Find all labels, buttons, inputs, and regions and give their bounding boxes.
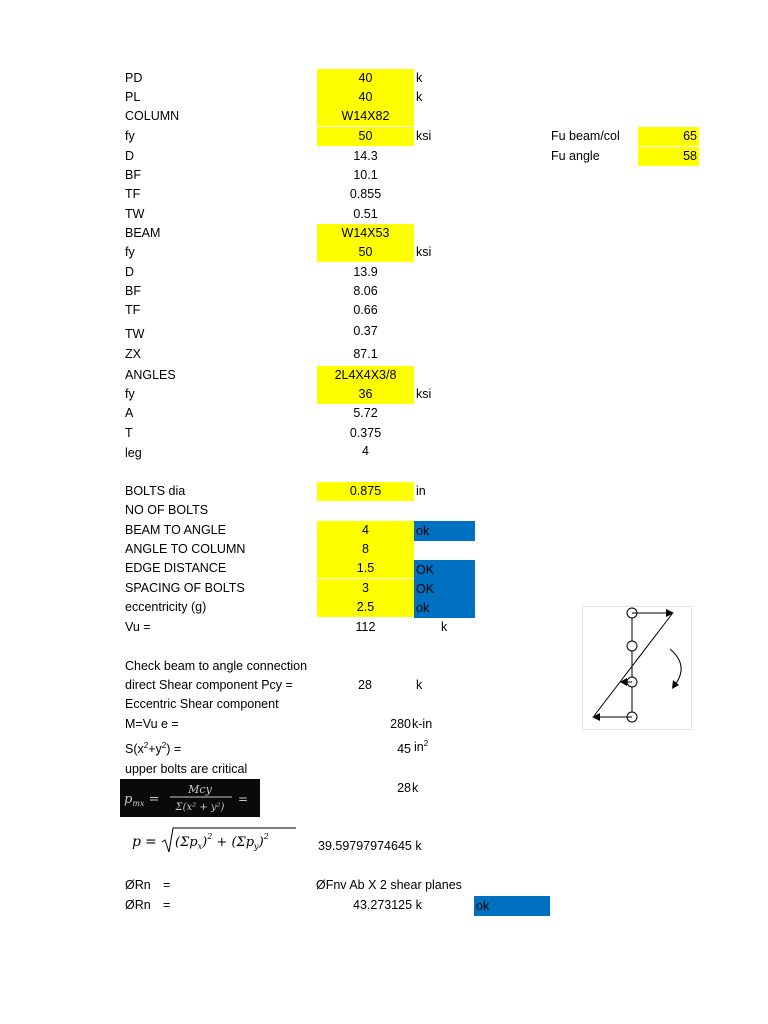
formula-p-lhs: p = [132,834,157,850]
label-bolt-dia: BOLTS dia [125,484,186,498]
unit-sum-squares [414,738,428,757]
label-col-tf: TF [125,187,141,201]
value-col-fy[interactable]: 50 [317,127,414,146]
label-column: COLUMN [125,109,180,123]
value-fu-angle[interactable]: 58 [638,147,699,166]
value-p-resultant [318,837,422,856]
label-angles: ANGLES [125,368,176,382]
label-pl: PL [125,90,141,104]
check-heading: Check beam to angle connection [125,659,308,673]
moment-arrow-head [672,680,679,689]
value-beam[interactable]: W14X53 [317,224,414,243]
value-beam-tw: 0.37 [353,324,378,338]
value-pmx: 28 [397,781,411,795]
value-direct-shear: 28 [358,678,372,692]
formula-p-px: $(\Sigma p_x)^2 + (\Sigma p_y)^2$ [175,832,269,851]
unit-col-fy: ksi [416,129,432,143]
label-fu-beam-col: Fu beam/col [551,129,620,143]
label-col-tw: TW [125,207,145,221]
formula-pmx-lhs: $p_{mx}$ = [124,792,160,808]
value-col-d: 14.3 [353,149,378,163]
label-edge-distance: EDGE DISTANCE [125,561,227,575]
value-moment: 280 [390,717,411,731]
unit-pl: k [416,90,423,104]
label-beam-to-angle: BEAM TO ANGLE [125,523,226,537]
text-phi-rn-1: ØFnv Ab X 2 shear planes [316,878,462,892]
label-spacing: SPACING OF BOLTS [125,581,245,595]
label-eccentricity: eccentricity (g) [125,600,207,614]
label-beam-zx: ZX [125,347,141,361]
label-phi-rn-2: ØRn [125,898,151,912]
formula-pmx-denominator: Σ(x² + y²) [175,802,225,813]
value-angle-to-column[interactable]: 8 [317,540,414,559]
label-pd: PD [125,71,143,85]
value-pl[interactable]: 40 [317,88,414,107]
value-beam-d: 13.9 [353,265,378,279]
value-ang-t: 0.375 [349,426,382,440]
unit-beam-fy: ksi [416,245,432,259]
value-phi-rn-2 [353,896,422,915]
value-col-bf: 10.1 [353,168,378,182]
force-arrow-mid-head [620,678,627,686]
sum-squares-sup-x: 2 [143,740,149,750]
unit-pmx: k [412,781,419,795]
sum-squares-mid: +y [148,742,162,756]
label-fu-angle: Fu angle [551,149,600,163]
label-col-fy: fy [125,129,135,143]
sum-squares-prefix: S(x [125,742,144,756]
sum-squares-sup-y: 2 [161,740,167,750]
label-beam-fy: fy [125,245,135,259]
label-direct-shear: direct Shear component Pcy = [125,678,293,692]
diagram-frame [583,607,692,730]
value-edge-distance[interactable]: 1.5 [317,559,414,578]
value-ang-fy[interactable]: 36 [317,385,414,404]
status-eccentricity: ok [414,598,475,618]
unit-p-resultant: k [415,839,422,853]
label-beam-bf: BF [125,284,141,298]
formula-pmx-numerator: Mcy [188,783,212,796]
value-fu-beam-col[interactable]: 65 [638,127,699,146]
unit-sum-squares-text: in [414,740,424,754]
value-angles[interactable]: 2L4X4X3/8 [317,366,414,385]
eq-phi-rn-2: = [163,898,171,912]
status-beam-to-angle: ok [414,521,475,541]
value-beam-to-angle[interactable]: 4 [317,521,414,540]
value-beam-zx: 87.1 [353,347,378,361]
value-col-tf: 0.855 [349,187,382,201]
unit-vu: k [441,620,448,634]
label-sum-squares [125,740,181,759]
unit-bolt-dia: in [416,484,426,498]
formula-p-resultant [128,824,298,858]
eq-phi-rn-1: = [163,878,171,892]
label-beam-d: D [125,265,135,279]
label-col-d: D [125,149,135,163]
formula-pmx-svg [120,779,260,817]
unit-pd: k [416,71,423,85]
force-distribution-line [594,614,672,716]
label-col-bf: BF [125,168,141,182]
unit-sum-squares-sup: 2 [423,738,429,748]
value-pd[interactable]: 40 [317,69,414,88]
label-beam-tf: TF [125,303,141,317]
value-beam-fy[interactable]: 50 [317,243,414,262]
label-ang-fy: fy [125,387,135,401]
value-beam-tf: 0.66 [353,303,378,317]
status-phi-rn-2: ok [474,896,550,916]
bolt-force-diagram-svg [582,606,692,730]
unit-moment: k-in [412,717,433,731]
bolt-2 [627,641,637,651]
value-beam-bf: 8.06 [353,284,378,298]
label-angle-to-column: ANGLE TO COLUMN [125,542,246,556]
value-col-tw: 0.51 [353,207,378,221]
sum-squares-suffix: ) = [166,742,182,756]
label-ang-a: A [125,406,134,420]
unit-ang-fy: ksi [416,387,432,401]
value-p-resultant-number: 39.59797974645 [318,839,412,853]
unit-phi-rn-2: k [415,898,422,912]
label-phi-rn-1: ØRn [125,878,151,892]
value-spacing[interactable]: 3 [317,579,414,598]
moment-arc [670,649,681,686]
label-critical: upper bolts are critical [125,762,248,776]
bolt-force-diagram [582,606,692,730]
value-phi-rn-2-number: 43.273125 [353,898,413,912]
label-no-bolts: NO OF BOLTS [125,503,209,517]
formula-pmx-eq: = [238,792,249,806]
value-sum-squares: 45 [397,742,411,756]
status-spacing: OK [414,579,475,599]
label-beam: BEAM [125,226,161,240]
value-bolt-dia[interactable]: 0.875 [317,482,414,501]
status-edge-distance: OK [414,560,475,580]
unit-direct-shear: k [416,678,423,692]
label-vu: Vu = [125,620,151,634]
label-moment: M=Vu e = [125,717,179,731]
label-ang-leg: leg [125,446,142,460]
formula-pmx-image [120,779,260,817]
value-column[interactable]: W14X82 [317,107,414,126]
formula-p-svg [128,824,298,858]
value-vu: 112 [355,620,376,634]
value-eccentricity[interactable]: 2.5 [317,598,414,617]
label-eccentric-shear: Eccentric Shear component [125,697,279,711]
value-ang-leg: 4 [362,444,369,458]
label-ang-t: T [125,426,133,440]
value-ang-a: 5.72 [353,406,378,420]
label-beam-tw: TW [125,327,145,341]
